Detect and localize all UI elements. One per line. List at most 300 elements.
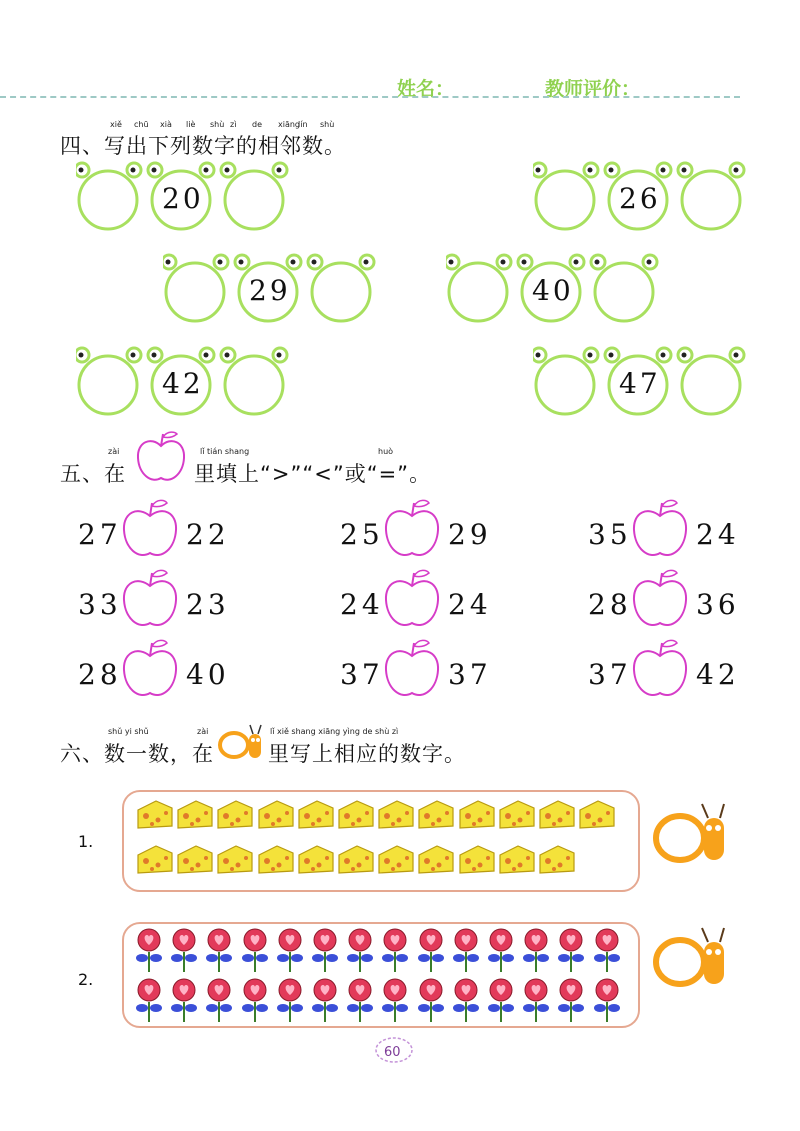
section4-pinyin-syllable: chū	[134, 120, 149, 129]
cheese-hole	[465, 813, 471, 819]
snail-shell	[656, 940, 704, 984]
flower-leaf	[136, 954, 148, 962]
compare-right-number: 36	[696, 588, 740, 621]
flower-icon	[309, 928, 341, 974]
flower-leaf	[361, 954, 373, 962]
flower-leaf	[418, 1004, 430, 1012]
frog-center-number: 47	[619, 367, 661, 400]
cheese-hole	[204, 811, 208, 815]
flower-leaf	[347, 1004, 359, 1012]
cheese-hole	[558, 863, 563, 868]
compare-right-number: 40	[186, 658, 230, 691]
cheese-icon	[337, 798, 375, 832]
flower-leaf	[277, 1004, 289, 1012]
flower-leaf	[171, 954, 183, 962]
section4-pinyin-syllable: de	[252, 120, 262, 129]
cheese-hole	[150, 822, 154, 826]
flower-icon	[168, 928, 200, 974]
snail-icon	[216, 722, 268, 762]
frog-answer-circle[interactable]	[225, 171, 283, 229]
flower-leaf	[572, 954, 584, 962]
section4-pinyin-syllable: shù	[210, 120, 225, 129]
cheese-hole	[598, 818, 603, 823]
compare-right-number: 42	[696, 658, 740, 691]
flower-leaf	[256, 954, 268, 962]
flower-leaf	[558, 1004, 570, 1012]
flower-icon	[591, 978, 623, 1024]
snail-antenna	[720, 804, 724, 818]
compare-left-number: 28	[588, 588, 632, 621]
flower-leaf	[256, 1004, 268, 1012]
cheese-hole	[156, 863, 161, 868]
flower-leaf	[488, 1004, 500, 1012]
snail-answer-box[interactable]	[652, 800, 730, 866]
apple-leaf	[414, 640, 429, 646]
frog-group	[446, 252, 666, 324]
cheese-hole	[397, 863, 402, 868]
apple-answer-box[interactable]	[382, 496, 442, 562]
section4-pinyin-syllable: shù	[320, 120, 335, 129]
cheese-hole	[477, 818, 482, 823]
frog-group	[533, 160, 753, 232]
frog-group	[76, 160, 296, 232]
frog-pupil	[152, 168, 157, 173]
cheese-hole	[585, 813, 591, 819]
snail-antenna	[702, 928, 708, 942]
cheese-icon	[498, 798, 536, 832]
apple-leaf	[662, 640, 677, 646]
cheese-hole	[325, 811, 329, 815]
flower-icon	[344, 978, 376, 1024]
header-divider	[0, 96, 740, 98]
frog-pupil	[734, 168, 739, 173]
cheese-icon	[377, 798, 415, 832]
flower-leaf	[326, 1004, 338, 1012]
cheese-icon	[417, 843, 455, 877]
flower-leaf	[523, 1004, 535, 1012]
cheese-icon	[458, 843, 496, 877]
frog-center-number: 42	[162, 367, 204, 400]
flower-leaf	[418, 954, 430, 962]
cheese-hole	[276, 863, 281, 868]
compare-left-number: 25	[340, 518, 384, 551]
section4-pinyin-syllable: xiě	[110, 120, 122, 129]
compare-left-number: 28	[78, 658, 122, 691]
cheese-hole	[285, 811, 289, 815]
cheese-hole	[311, 822, 315, 826]
cheese-hole	[196, 818, 201, 823]
cheese-hole	[264, 858, 270, 864]
apple-body	[634, 581, 686, 625]
flower-icon	[274, 978, 306, 1024]
cheese-hole	[512, 867, 516, 871]
flower-leaf	[150, 954, 162, 962]
cheese-hole	[311, 867, 315, 871]
flower-icon	[133, 978, 165, 1024]
frog-pupil	[595, 260, 600, 265]
cheese-icon	[176, 798, 214, 832]
flower-icon	[555, 928, 587, 974]
snail-shell	[656, 816, 704, 860]
flower-icon	[239, 978, 271, 1024]
cheese-icon	[417, 798, 455, 832]
compare-left-number: 37	[340, 658, 384, 691]
cheese-hole	[183, 813, 189, 819]
cheese-hole	[424, 858, 430, 864]
flower-leaf	[502, 1004, 514, 1012]
frog-pupil	[682, 353, 687, 358]
frog-pupil	[204, 353, 209, 358]
flower-icon	[520, 928, 552, 974]
flower-icon	[485, 978, 517, 1024]
cheese-hole	[486, 811, 490, 815]
frog-group	[163, 252, 383, 324]
cheese-hole	[223, 858, 229, 864]
apple-leaf	[662, 570, 677, 576]
pinyin-rest: lǐ xiě shang xiāng yìng de shù zì	[270, 727, 399, 736]
frog-pupil	[312, 260, 317, 265]
apple-body	[386, 511, 438, 555]
apple-answer-box[interactable]	[120, 566, 180, 632]
cheese-hole	[164, 811, 168, 815]
flower-leaf	[220, 1004, 232, 1012]
frog-answer-circle[interactable]	[225, 356, 283, 414]
flower-leaf	[206, 1004, 218, 1012]
cheese-hole	[156, 818, 161, 823]
cheese-hole	[445, 856, 449, 860]
pinyin-zai: zài	[108, 447, 120, 456]
cheese-icon	[458, 798, 496, 832]
cheese-icon	[216, 798, 254, 832]
compare-left-number: 33	[78, 588, 122, 621]
flower-leaf	[185, 954, 197, 962]
flower-leaf	[136, 1004, 148, 1012]
cheese-hole	[445, 811, 449, 815]
frog-pupil	[609, 168, 614, 173]
cheese-hole	[517, 863, 522, 868]
cheese-hole	[344, 858, 350, 864]
flower-icon	[591, 928, 623, 974]
cheese-hole	[236, 818, 241, 823]
frog-answer-circle[interactable]	[536, 356, 594, 414]
flower-icon	[239, 928, 271, 974]
frog-answer-circle[interactable]	[536, 171, 594, 229]
flower-leaf	[537, 954, 549, 962]
section6-suffix: 里写上相应的数字。	[268, 742, 466, 766]
flower-leaf	[220, 954, 232, 962]
frog-pupil	[661, 353, 666, 358]
cheese-icon	[257, 843, 295, 877]
apple-icon	[133, 428, 189, 486]
cheese-hole	[164, 856, 168, 860]
cheese-hole	[431, 822, 435, 826]
section5-prefix: 五、在	[60, 462, 126, 486]
frog-answer-circle[interactable]	[682, 171, 740, 229]
cheese-hole	[384, 813, 390, 819]
cheese-hole	[357, 863, 362, 868]
cheese-hole	[431, 867, 435, 871]
cheese-hole	[365, 811, 369, 815]
flower-icon	[415, 928, 447, 974]
section4-pinyin-syllable: xià	[160, 120, 172, 129]
cheese-hole	[384, 858, 390, 864]
section4-pinyin-syllable: xiāng	[278, 120, 301, 129]
snail-answer-box[interactable]	[652, 924, 730, 990]
flower-leaf	[291, 954, 303, 962]
compare-right-number: 37	[448, 658, 492, 691]
frog-pupil	[682, 168, 687, 173]
frog-answer-circle[interactable]	[595, 263, 653, 321]
cheese-hole	[437, 863, 442, 868]
flower-leaf	[572, 1004, 584, 1012]
apple-leaf	[152, 500, 167, 506]
apple-body	[634, 511, 686, 555]
compare-right-number: 24	[448, 588, 492, 621]
frog-answer-circle[interactable]	[79, 171, 137, 229]
flower-leaf	[523, 954, 535, 962]
snail-body	[704, 942, 724, 984]
apple-answer-box[interactable]	[630, 496, 690, 562]
snail-eye	[706, 949, 712, 955]
frog-center-number: 26	[619, 182, 661, 215]
cheese-hole	[472, 867, 476, 871]
cheese-hole	[405, 856, 409, 860]
flower-leaf	[608, 954, 620, 962]
flower-leaf	[608, 1004, 620, 1012]
frog-group	[533, 345, 753, 417]
pinyin-li-tian-shang: lǐ tián shang	[200, 447, 250, 456]
cheese-hole	[316, 818, 321, 823]
compare-left-number: 37	[588, 658, 632, 691]
frog-pupil	[734, 353, 739, 358]
flower-icon	[450, 928, 482, 974]
cheese-hole	[357, 818, 362, 823]
cheese-hole	[316, 863, 321, 868]
frog-pupil	[588, 353, 593, 358]
frog-answer-circle[interactable]	[79, 356, 137, 414]
cheese-hole	[143, 813, 149, 819]
snail-eye	[715, 949, 721, 955]
flower-leaf	[206, 954, 218, 962]
frog-pupil	[166, 260, 171, 265]
frog-pupil	[277, 168, 282, 173]
frog-pupil	[291, 260, 296, 265]
compare-right-number: 22	[186, 518, 230, 551]
flower-icon	[203, 928, 235, 974]
flower-leaf	[382, 954, 394, 962]
cheese-hole	[236, 863, 241, 868]
flower-icon	[344, 928, 376, 974]
cheese-hole	[150, 867, 154, 871]
flower-leaf	[467, 954, 479, 962]
flower-icon	[203, 978, 235, 1024]
cheese-hole	[344, 813, 350, 819]
frog-pupil	[588, 168, 593, 173]
apple-answer-box[interactable]	[630, 636, 690, 702]
pinyin-huo: huò	[378, 447, 394, 456]
cheese-icon	[297, 843, 335, 877]
section4-pinyin-syllable: lín	[298, 120, 308, 129]
cheese-hole	[351, 822, 355, 826]
apple-answer-box[interactable]	[382, 566, 442, 632]
flower-leaf	[594, 954, 606, 962]
flower-icon	[450, 978, 482, 1024]
frog-answer-circle[interactable]	[449, 263, 507, 321]
apple-answer-box[interactable]	[382, 636, 442, 702]
frog-pupil	[536, 353, 541, 358]
cheese-icon	[377, 843, 415, 877]
apple-body	[124, 581, 176, 625]
cheese-hole	[276, 818, 281, 823]
frog-pupil	[131, 168, 136, 173]
name-label: 姓名：	[397, 78, 455, 100]
cheese-hole	[437, 818, 442, 823]
snail-body	[704, 818, 724, 860]
frog-answer-circle[interactable]	[312, 263, 370, 321]
cheese-icon	[136, 798, 174, 832]
apple-answer-box[interactable]	[120, 636, 180, 702]
frog-pupil	[661, 168, 666, 173]
frog-pupil	[239, 260, 244, 265]
cheese-hole	[264, 813, 270, 819]
page-number: 09	[384, 1042, 401, 1057]
frog-pupil	[218, 260, 223, 265]
cheese-hole	[472, 822, 476, 826]
cheese-hole	[552, 867, 556, 871]
apple-leaf	[414, 500, 429, 506]
cheese-hole	[505, 813, 511, 819]
frog-pupil	[501, 260, 506, 265]
frog-pupil	[152, 353, 157, 358]
apple-body	[124, 651, 176, 695]
frog-pupil	[204, 168, 209, 173]
apple-body	[634, 651, 686, 695]
flower-leaf	[502, 954, 514, 962]
cheese-hole	[592, 822, 596, 826]
flower-leaf	[312, 954, 324, 962]
section5-suffix: 里填上“>”“<”或“=”。	[194, 462, 432, 486]
teacher-evaluation-label: 教师评价：	[545, 78, 641, 100]
frog-pupil	[225, 168, 230, 173]
frog-pupil	[522, 260, 527, 265]
apple-leaf	[662, 500, 677, 506]
frog-answer-circle[interactable]	[166, 263, 224, 321]
cheese-hole	[285, 856, 289, 860]
cheese-hole	[512, 822, 516, 826]
cheese-hole	[405, 811, 409, 815]
frog-group	[76, 345, 296, 417]
flower-icon	[168, 978, 200, 1024]
flower-leaf	[361, 1004, 373, 1012]
frog-pupil	[647, 260, 652, 265]
cheese-icon	[498, 843, 536, 877]
flower-leaf	[396, 954, 408, 962]
cheese-icon	[337, 843, 375, 877]
flower-leaf	[432, 954, 444, 962]
cheese-hole	[230, 822, 234, 826]
flower-leaf	[347, 954, 359, 962]
cheese-icon	[136, 843, 174, 877]
cheese-hole	[391, 867, 395, 871]
frog-pupil	[609, 353, 614, 358]
apple-body	[124, 511, 176, 555]
frog-pupil	[449, 260, 454, 265]
flower-icon	[274, 928, 306, 974]
snail-antenna	[702, 804, 708, 818]
flower-icon	[555, 978, 587, 1024]
section4-pinyin-syllable: zì	[230, 120, 237, 129]
snail-antenna	[720, 928, 724, 942]
cheese-hole	[545, 813, 551, 819]
cheese-hole	[196, 863, 201, 868]
flower-icon	[379, 928, 411, 974]
apple-body	[386, 651, 438, 695]
row-label-2: 2.	[78, 970, 94, 989]
cheese-hole	[477, 863, 482, 868]
flower-leaf	[453, 954, 465, 962]
flower-leaf	[453, 1004, 465, 1012]
pinyin-zai-2: zài	[197, 727, 209, 736]
cheese-hole	[325, 856, 329, 860]
frog-answer-circle[interactable]	[682, 356, 740, 414]
flower-icon	[415, 978, 447, 1024]
cheese-icon	[538, 798, 576, 832]
cheese-hole	[558, 818, 563, 823]
section6-prefix: 六、数一数，在	[60, 742, 214, 766]
compare-right-number: 29	[448, 518, 492, 551]
cheese-hole	[566, 811, 570, 815]
frog-pupil	[364, 260, 369, 265]
cheese-hole	[545, 858, 551, 864]
cheese-hole	[365, 856, 369, 860]
cheese-hole	[566, 856, 570, 860]
cheese-hole	[223, 813, 229, 819]
flower-leaf	[537, 1004, 549, 1012]
flower-leaf	[432, 1004, 444, 1012]
apple-leaf	[414, 570, 429, 576]
cheese-hole	[465, 858, 471, 864]
apple-answer-box[interactable]	[630, 566, 690, 632]
flower-leaf	[150, 1004, 162, 1012]
cheese-hole	[486, 856, 490, 860]
apple-answer-box[interactable]	[120, 496, 180, 562]
frog-center-number: 40	[532, 274, 574, 307]
cheese-hole	[230, 867, 234, 871]
cheese-icon	[538, 843, 576, 877]
compare-right-number: 24	[696, 518, 740, 551]
cheese-icon	[176, 843, 214, 877]
flower-leaf	[242, 954, 254, 962]
cheese-hole	[190, 822, 194, 826]
snail-eye	[706, 825, 712, 831]
cheese-hole	[190, 867, 194, 871]
cheese-hole	[244, 811, 248, 815]
flower-leaf	[171, 1004, 183, 1012]
flower-leaf	[594, 1004, 606, 1012]
frog-pupil	[79, 353, 84, 358]
compare-right-number: 23	[186, 588, 230, 621]
cheese-hole	[271, 867, 275, 871]
cheese-hole	[304, 813, 310, 819]
cheese-hole	[517, 818, 522, 823]
cheese-hole	[304, 858, 310, 864]
flower-leaf	[242, 1004, 254, 1012]
flower-leaf	[312, 1004, 324, 1012]
flower-icon	[379, 978, 411, 1024]
frog-pupil	[277, 353, 282, 358]
section4-pinyin-syllable: liè	[186, 120, 196, 129]
frog-pupil	[536, 168, 541, 173]
